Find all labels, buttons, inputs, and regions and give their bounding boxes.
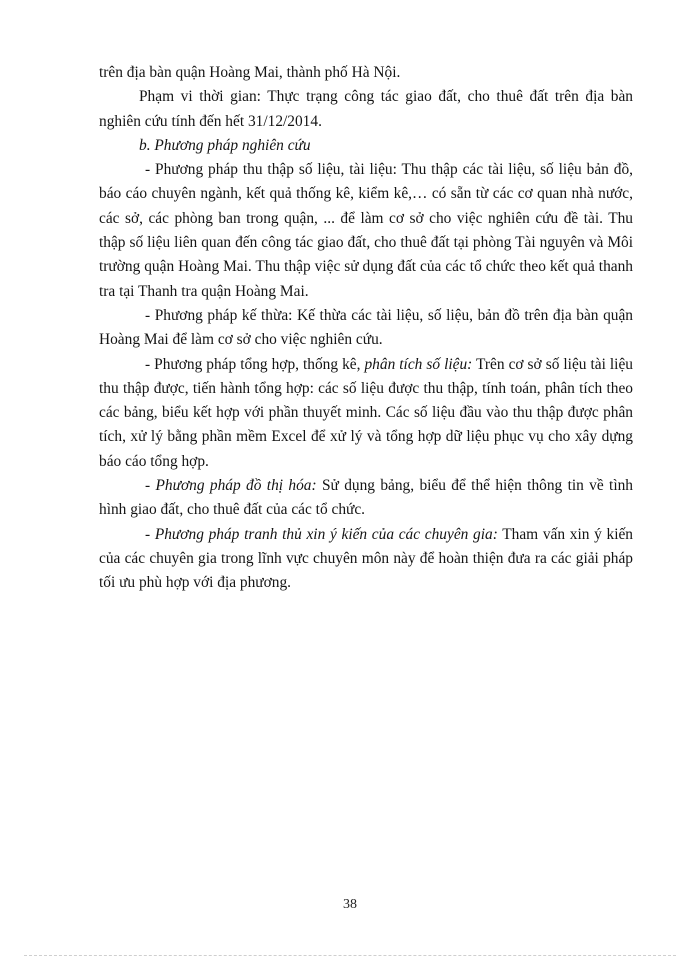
paragraph-expert [99,523,633,596]
expert-italic: - Phương pháp tranh thủ xin ý kiến của các chuyên gia: [145,525,498,543]
paragraph-data-collection: - Phương pháp thu thập số liệu, tài liệu: Thu thập các tài liệu, số liệu bản đồ, báo cáo chuyên ngành, kết quả thống kê, kiểm kê,… có sẵn từ các cơ quan nhà nước, các sở, các phòng ban trong quận, ... để làm cơ sở cho việc nghiên cứu đề tài. Thu thập số liệu liên quan đến công tác giao đất, cho thuê đất tại phòng Tài nguyên và Môi trường quận Hoàng Mai. Thu thập việc sử dụng đất của các tổ chức theo kết quả thanh tra tại Thanh tra quận Hoàng Mai. [99,161,633,300]
page-number: 38 [343,897,357,912]
section-heading-b: b. Phương pháp nghiên cứu [139,136,311,154]
synthesis-rest: Trên cơ sở số liệu tài liệu thu thập được, tiến hành tổng hợp: các số liệu được thu thập, tính toán, phân tích theo các bảng, biểu kết hợp với phần thuyết minh. Các số liệu đầu vào thu thập được phân tích, xử lý bằng phần mềm Excel để xử lý và tổng hợp dữ liệu phục vụ cho xây dựng báo cáo tổng hợp. [99,355,633,470]
page-bottom-divider [24,955,676,956]
paragraph-continuation: trên địa bàn quận Hoàng Mai, thành phố Hà Nội. [99,64,401,81]
synthesis-italic: phân tích số liệu: [364,355,473,373]
graphing-italic: - Phương pháp đồ thị hóa: [145,477,317,495]
graphing-rest: Sử dụng bảng, biểu để thể hiện thông tin về tình hình giao đất, cho thuê đất của các tổ chức. [99,477,634,519]
body-text [99,61,633,596]
paragraph-time-scope: Phạm vi thời gian: Thực trạng công tác giao đất, cho thuê đất trên địa bàn nghiên cứu tính đến hết 31/12/2014. [99,88,633,130]
synthesis-lead: - Phương pháp tổng hợp, thống kê, [145,355,365,373]
paragraph-inheritance: - Phương pháp kế thừa: Kế thừa các tài liệu, số liệu, bản đồ trên địa bàn quận Hoàng Mai để làm cơ sở cho việc nghiên cứu. [99,306,633,349]
paragraph-synthesis [99,353,633,474]
expert-rest: Tham vấn xin ý kiến của các chuyên gia trong lĩnh vực chuyên môn này để hoàn thiện đưa ra các giải pháp tối ưu phù hợp với địa phương. [99,525,633,592]
paragraph-graphing [99,474,633,523]
